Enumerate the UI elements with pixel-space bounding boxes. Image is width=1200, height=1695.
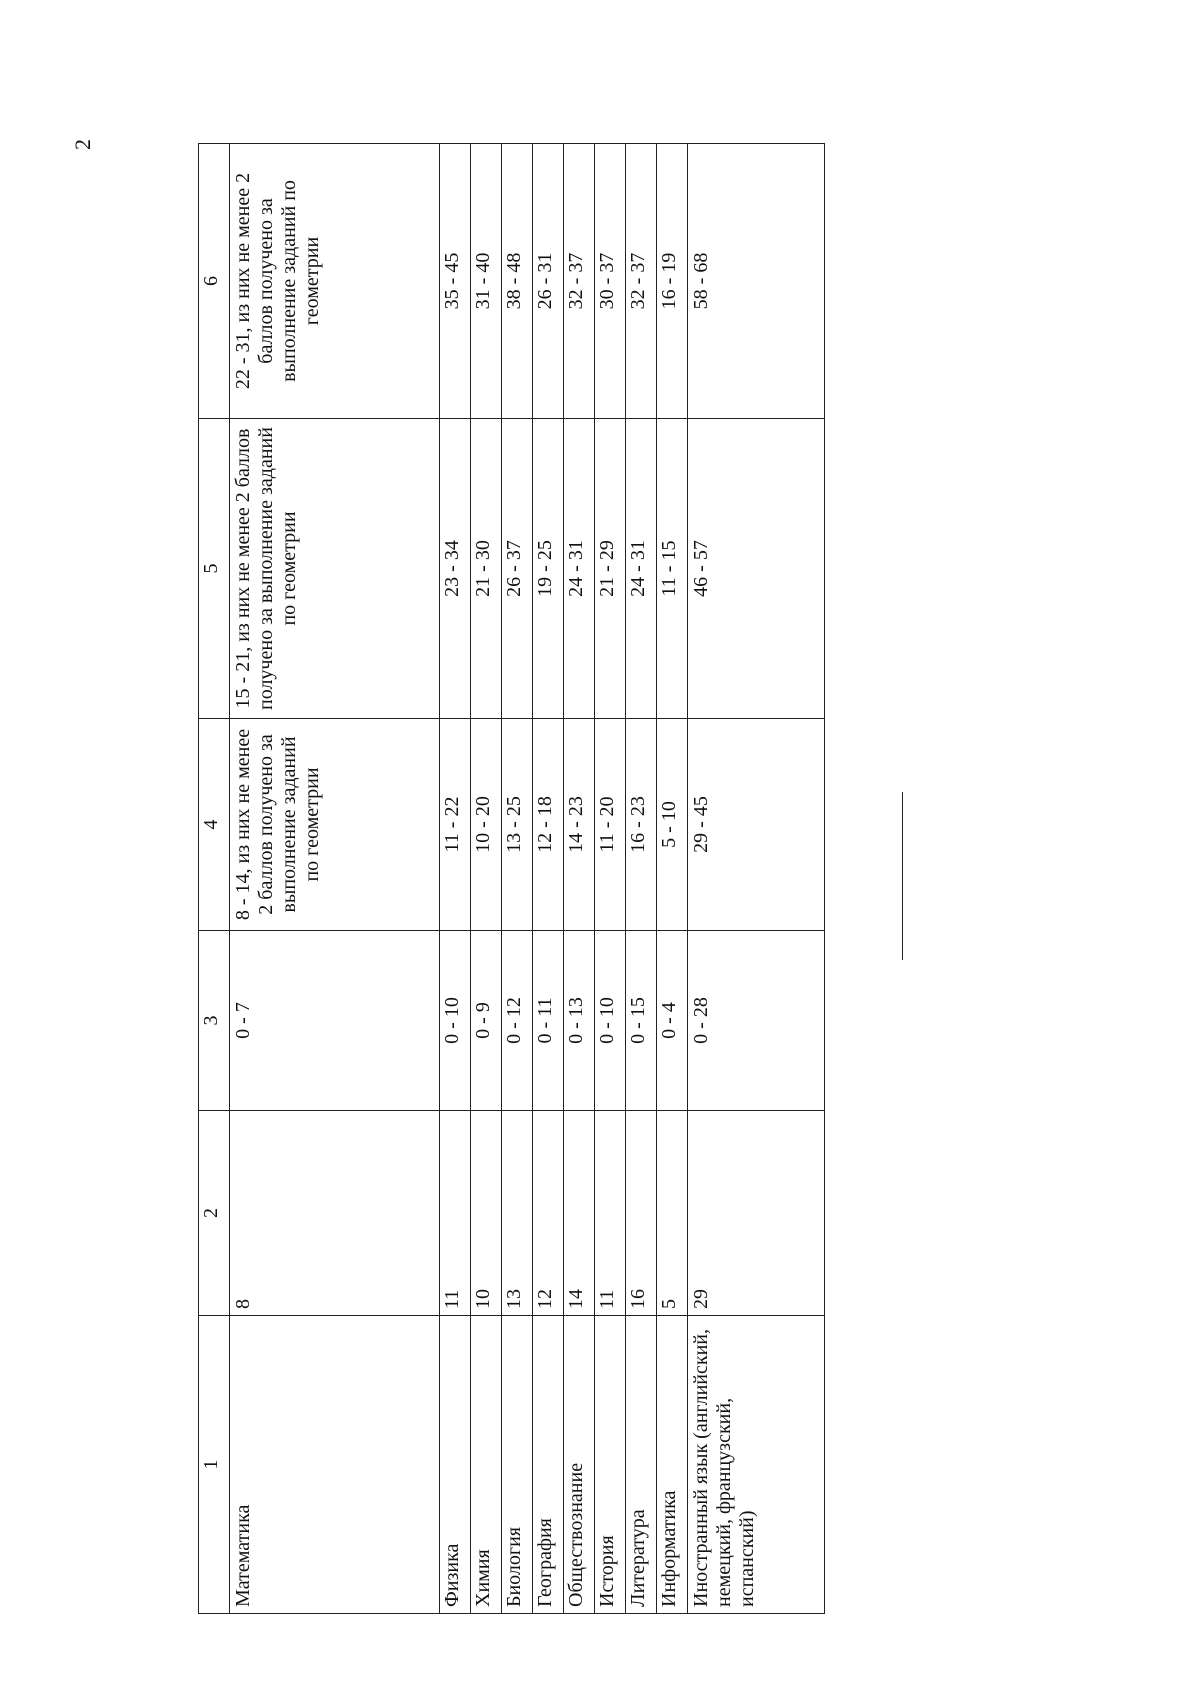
header-cell: 5 — [199, 419, 230, 719]
grading-table — [198, 143, 825, 1614]
subject-cell: География — [533, 1316, 564, 1614]
grade6-cell: 22 - 31, из них не менее 2 баллов получено за выполнение заданий по геометрии — [230, 144, 440, 419]
grade6-cell: 31 - 40 — [471, 144, 502, 419]
table-row — [471, 144, 502, 1614]
header-cell: 3 — [199, 931, 230, 1111]
grade6-cell: 26 - 31 — [533, 144, 564, 419]
grade4-cell: 13 - 25 — [502, 719, 533, 931]
grade3-cell: 0 - 9 — [471, 931, 502, 1111]
grade3-cell: 0 - 4 — [657, 931, 688, 1111]
max-score-cell: 8 — [230, 1111, 440, 1316]
grade6-cell: 58 - 68 — [688, 144, 825, 419]
table-row — [564, 144, 595, 1614]
max-score-cell: 10 — [471, 1111, 502, 1316]
subject-cell: Иностранный язык (английский, немецкий, французский, испанский) — [688, 1316, 825, 1614]
header-cell: 6 — [199, 144, 230, 419]
grade3-cell: 0 - 10 — [595, 931, 626, 1111]
grade3-cell: 0 - 11 — [533, 931, 564, 1111]
grade6-cell: 38 - 48 — [502, 144, 533, 419]
table-row — [502, 144, 533, 1614]
grade4-cell: 5 - 10 — [657, 719, 688, 931]
grade4-cell: 29 - 45 — [688, 719, 825, 931]
table-container — [198, 144, 774, 1614]
grade5-cell: 46 - 57 — [688, 419, 825, 719]
table-row — [533, 144, 564, 1614]
subject-cell: Информатика — [657, 1316, 688, 1614]
header-row — [199, 144, 230, 1614]
subject-cell: Обществознание — [564, 1316, 595, 1614]
grade5-cell: 11 - 15 — [657, 419, 688, 719]
max-score-cell: 11 — [595, 1111, 626, 1316]
grade3-cell: 0 - 12 — [502, 931, 533, 1111]
grade3-cell: 0 - 15 — [626, 931, 657, 1111]
grade4-cell: 16 - 23 — [626, 719, 657, 931]
grade5-cell: 15 - 21, из них не менее 2 баллов получено за выполнение заданий по геометрии — [230, 419, 440, 719]
subject-cell: История — [595, 1316, 626, 1614]
grade6-cell: 35 - 45 — [440, 144, 471, 419]
grade5-cell: 21 - 29 — [595, 419, 626, 719]
table-row — [595, 144, 626, 1614]
table-row — [230, 144, 440, 1614]
max-score-cell: 5 — [657, 1111, 688, 1316]
grade5-cell: 24 - 31 — [564, 419, 595, 719]
table-row — [440, 144, 471, 1614]
grade6-cell: 32 - 37 — [626, 144, 657, 419]
header-cell: 2 — [199, 1111, 230, 1316]
subject-cell: Физика — [440, 1316, 471, 1614]
grade5-cell: 23 - 34 — [440, 419, 471, 719]
grade4-cell: 14 - 23 — [564, 719, 595, 931]
grade5-cell: 24 - 31 — [626, 419, 657, 719]
grade6-cell: 16 - 19 — [657, 144, 688, 419]
max-score-cell: 13 — [502, 1111, 533, 1316]
header-cell: 4 — [199, 719, 230, 931]
max-score-cell: 16 — [626, 1111, 657, 1316]
table-row — [688, 144, 825, 1614]
subject-cell: Биология — [502, 1316, 533, 1614]
grade3-cell: 0 - 7 — [230, 931, 440, 1111]
table-row — [626, 144, 657, 1614]
grade4-cell: 8 - 14, из них не менее 2 баллов получено за выполнение заданий по геометрии — [230, 719, 440, 931]
grade3-cell: 0 - 10 — [440, 931, 471, 1111]
grade5-cell: 21 - 30 — [471, 419, 502, 719]
max-score-cell: 14 — [564, 1111, 595, 1316]
max-score-cell: 29 — [688, 1111, 825, 1316]
subject-cell: Математика — [230, 1316, 440, 1614]
grade4-cell: 11 - 22 — [440, 719, 471, 931]
grade6-cell: 32 - 37 — [564, 144, 595, 419]
grade5-cell: 19 - 25 — [533, 419, 564, 719]
grade4-cell: 10 - 20 — [471, 719, 502, 931]
separator-line — [902, 792, 903, 960]
grade4-cell: 11 - 20 — [595, 719, 626, 931]
grade3-cell: 0 - 13 — [564, 931, 595, 1111]
subject-cell: Химия — [471, 1316, 502, 1614]
grade5-cell: 26 - 37 — [502, 419, 533, 719]
page-number: 2 — [70, 139, 95, 150]
header-cell: 1 — [199, 1316, 230, 1614]
table-row — [657, 144, 688, 1614]
subject-cell: Литература — [626, 1316, 657, 1614]
max-score-cell: 12 — [533, 1111, 564, 1316]
grade3-cell: 0 - 28 — [688, 931, 825, 1111]
grade6-cell: 30 - 37 — [595, 144, 626, 419]
max-score-cell: 11 — [440, 1111, 471, 1316]
grade4-cell: 12 - 18 — [533, 719, 564, 931]
